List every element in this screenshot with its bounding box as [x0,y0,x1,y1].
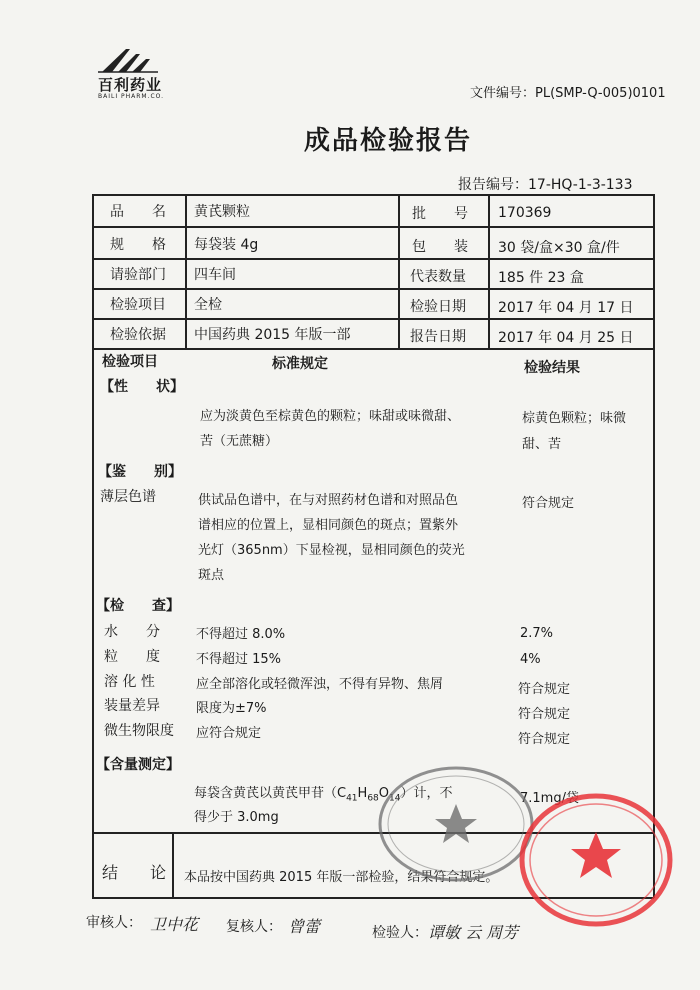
identification-standard-line1: 供试品色谱中，在与对照药材色谱和对照品色 [198,493,459,508]
appearance-section-title: 【性 状】 [100,379,184,395]
assay-result: 7.1mg/袋 [520,791,579,806]
assay-mid-o: O [378,786,389,801]
star-icon [435,804,477,843]
product-label: 品 名 [110,204,166,220]
identification-standard-line2: 谱相应的位置上，显相同颜色的斑点；置紫外 [198,518,459,533]
report-date-value: 2017 年 04 月 25 日 [498,330,634,346]
star-icon [571,832,621,878]
microbial-name: 微生物限度 [104,723,174,739]
assay-mid-h: H [357,786,368,801]
header-result: 检验结果 [524,360,580,376]
quality-seal-red [516,790,676,934]
solubility-name: 溶 化 性 [104,674,155,690]
header-item: 检验项目 [102,354,158,370]
batch-label: 批 号 [412,206,468,222]
file-number: 文件编号：PL(SMP-Q-005)0101 [470,86,666,101]
solubility-result: 符合规定 [518,682,571,697]
header-standard: 标准规定 [272,356,328,372]
appearance-result-line1: 棕黄色颗粒；味微 [522,411,627,426]
assay-std-post: ）计，不 [400,786,453,801]
granularity-result: 4% [520,652,541,667]
appearance-standard-line2: 苦（无蔗糖） [200,434,279,449]
spec-value: 每袋装 4g [194,237,259,253]
moisture-standard: 不得超过 8.0% [196,627,286,642]
company-name-en: BAILI PHARM.CO. [98,93,165,100]
identification-result: 符合规定 [522,496,575,511]
quality-seal-gray [376,764,536,888]
assay-section-title: 【含量测定】 [96,757,180,773]
qty-value: 185 件 23 盒 [498,270,584,286]
assay-standard-line2: 得少于 3.0mg [194,810,279,825]
identification-standard-line4: 斑点 [198,568,225,583]
dept-label: 请验部门 [110,267,166,283]
product-value: 黄芪颗粒 [194,204,250,220]
conclusion-text: 本品按中国药典 2015 年版一部检验，结果符合规定。 [184,870,499,885]
reviewer-label: 审核人： [86,915,142,931]
checker-signature: 曾蕾 [288,917,321,936]
qty-label: 代表数量 [410,269,466,285]
assay-std-pre: 每袋含黄芪以黄芪甲苷（C [194,786,347,801]
dept-value: 四车间 [194,267,236,283]
fill-variance-name: 装量差异 [104,698,160,714]
inspector-label: 检验人： [372,925,428,941]
reviewer-signature: 卫中花 [150,915,199,934]
identification-standard-line3: 光灯（365nm）下显检视，显相同颜色的荧光 [198,543,465,558]
fill-variance-standard: 限度为±7% [196,701,267,716]
assay-sub-o: 14 [389,793,401,804]
spec-label: 规 格 [110,237,166,253]
pack-label: 包 装 [412,239,468,255]
granularity-name: 粒 度 [104,649,160,665]
item-label: 检验项目 [110,297,166,313]
assay-sub-h: 68 [367,793,379,804]
identification-section-title: 【鉴 别】 [98,464,182,480]
granularity-standard: 不得超过 15% [196,652,282,667]
basis-label: 检验依据 [110,327,166,343]
moisture-name: 水 分 [104,624,160,640]
identification-item-name: 薄层色谱 [100,489,156,505]
report-number: 报告编号：17-HQ-1-3-133 [458,177,633,193]
checker-label: 复核人： [226,919,282,935]
test-date-value: 2017 年 04 月 17 日 [498,300,634,316]
conclusion-label: 结 论 [102,863,167,882]
fill-variance-result: 符合规定 [518,707,571,722]
microbial-result: 符合规定 [518,732,571,747]
basis-value: 中国药典 2015 年版一部 [194,327,351,343]
microbial-standard: 应符合规定 [196,726,262,741]
inspection-section-title: 【检 查】 [96,598,180,614]
report-date-label: 报告日期 [410,329,466,345]
company-name: 百利药业 [98,76,163,94]
inspector-signature: 谭敏 云 周芳 [428,923,519,942]
assay-sub-c: 41 [346,793,358,804]
page-title: 成品检验报告 [304,126,473,156]
appearance-standard-line1: 应为淡黄色至棕黄色的颗粒；味甜或味微甜、 [200,409,461,424]
solubility-standard: 应全部溶化或轻微浑浊，不得有异物、焦屑 [196,677,444,692]
test-date-label: 检验日期 [410,299,466,315]
pack-value: 30 袋/盒×30 盒/件 [498,240,620,256]
appearance-result-line2: 甜、苦 [522,437,562,452]
moisture-result: 2.7% [520,626,554,641]
item-value: 全检 [194,297,222,313]
batch-value: 170369 [498,205,552,221]
logo-mark-icon [96,46,160,74]
